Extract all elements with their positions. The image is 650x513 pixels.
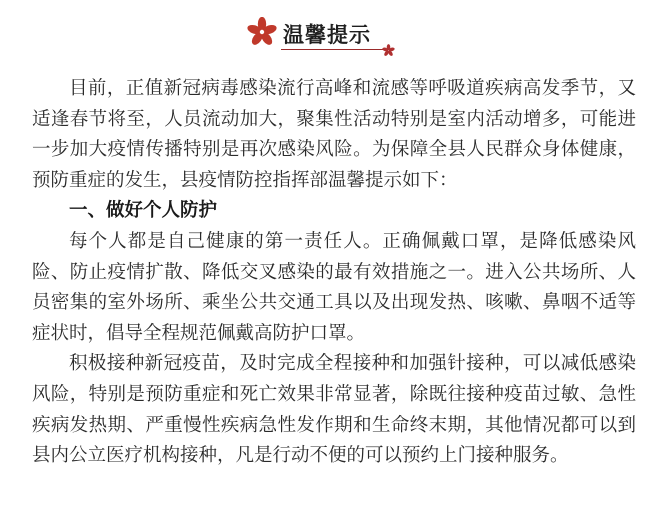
header-title: 温馨提示 <box>283 23 371 47</box>
body-paragraph: 积极接种新冠疫苗，及时完成全程接种和加强针接种，可以减低感染风险，特别是预防重症和死亡效果非常显著，除既往接种疫苗过敏、急性疾病发热期、严重慢性疾病急性发作期和生命终末期，其他情况都可以到县内公立医疗机构接种，凡是行动不便的可以预约上门接种服务。 <box>32 353 636 467</box>
body-paragraph: 每个人都是自己健康的第一责任人。正确佩戴口罩，是降低感染风险、防止疫情扩散、降低交叉感染的最有效措施之一。进入公共场所、人员密集的室外场所、乘坐公共交通工具以及出现发热、咳嗽、鼻咽不适等症状时，倡导全程规范佩戴高防护口罩。 <box>32 230 636 344</box>
flower-icon <box>247 17 277 47</box>
header-underline <box>281 49 384 50</box>
notice-body <box>32 74 636 472</box>
intro-paragraph: 目前，正值新冠病毒感染流行高峰和流感等呼吸道疾病高发季节，又适逢春节将至，人员流动加大，聚集性活动特别是室内活动增多，可能进一步加大疫情传播特别是再次感染风险。为保障全县人民群众身体健康，预防重症的发生，县疫情防控指挥部温馨提示如下： <box>32 78 636 191</box>
header-banner <box>0 0 650 62</box>
section-heading: 一、做好个人防护 <box>69 200 218 222</box>
small-flower-icon <box>382 44 395 57</box>
